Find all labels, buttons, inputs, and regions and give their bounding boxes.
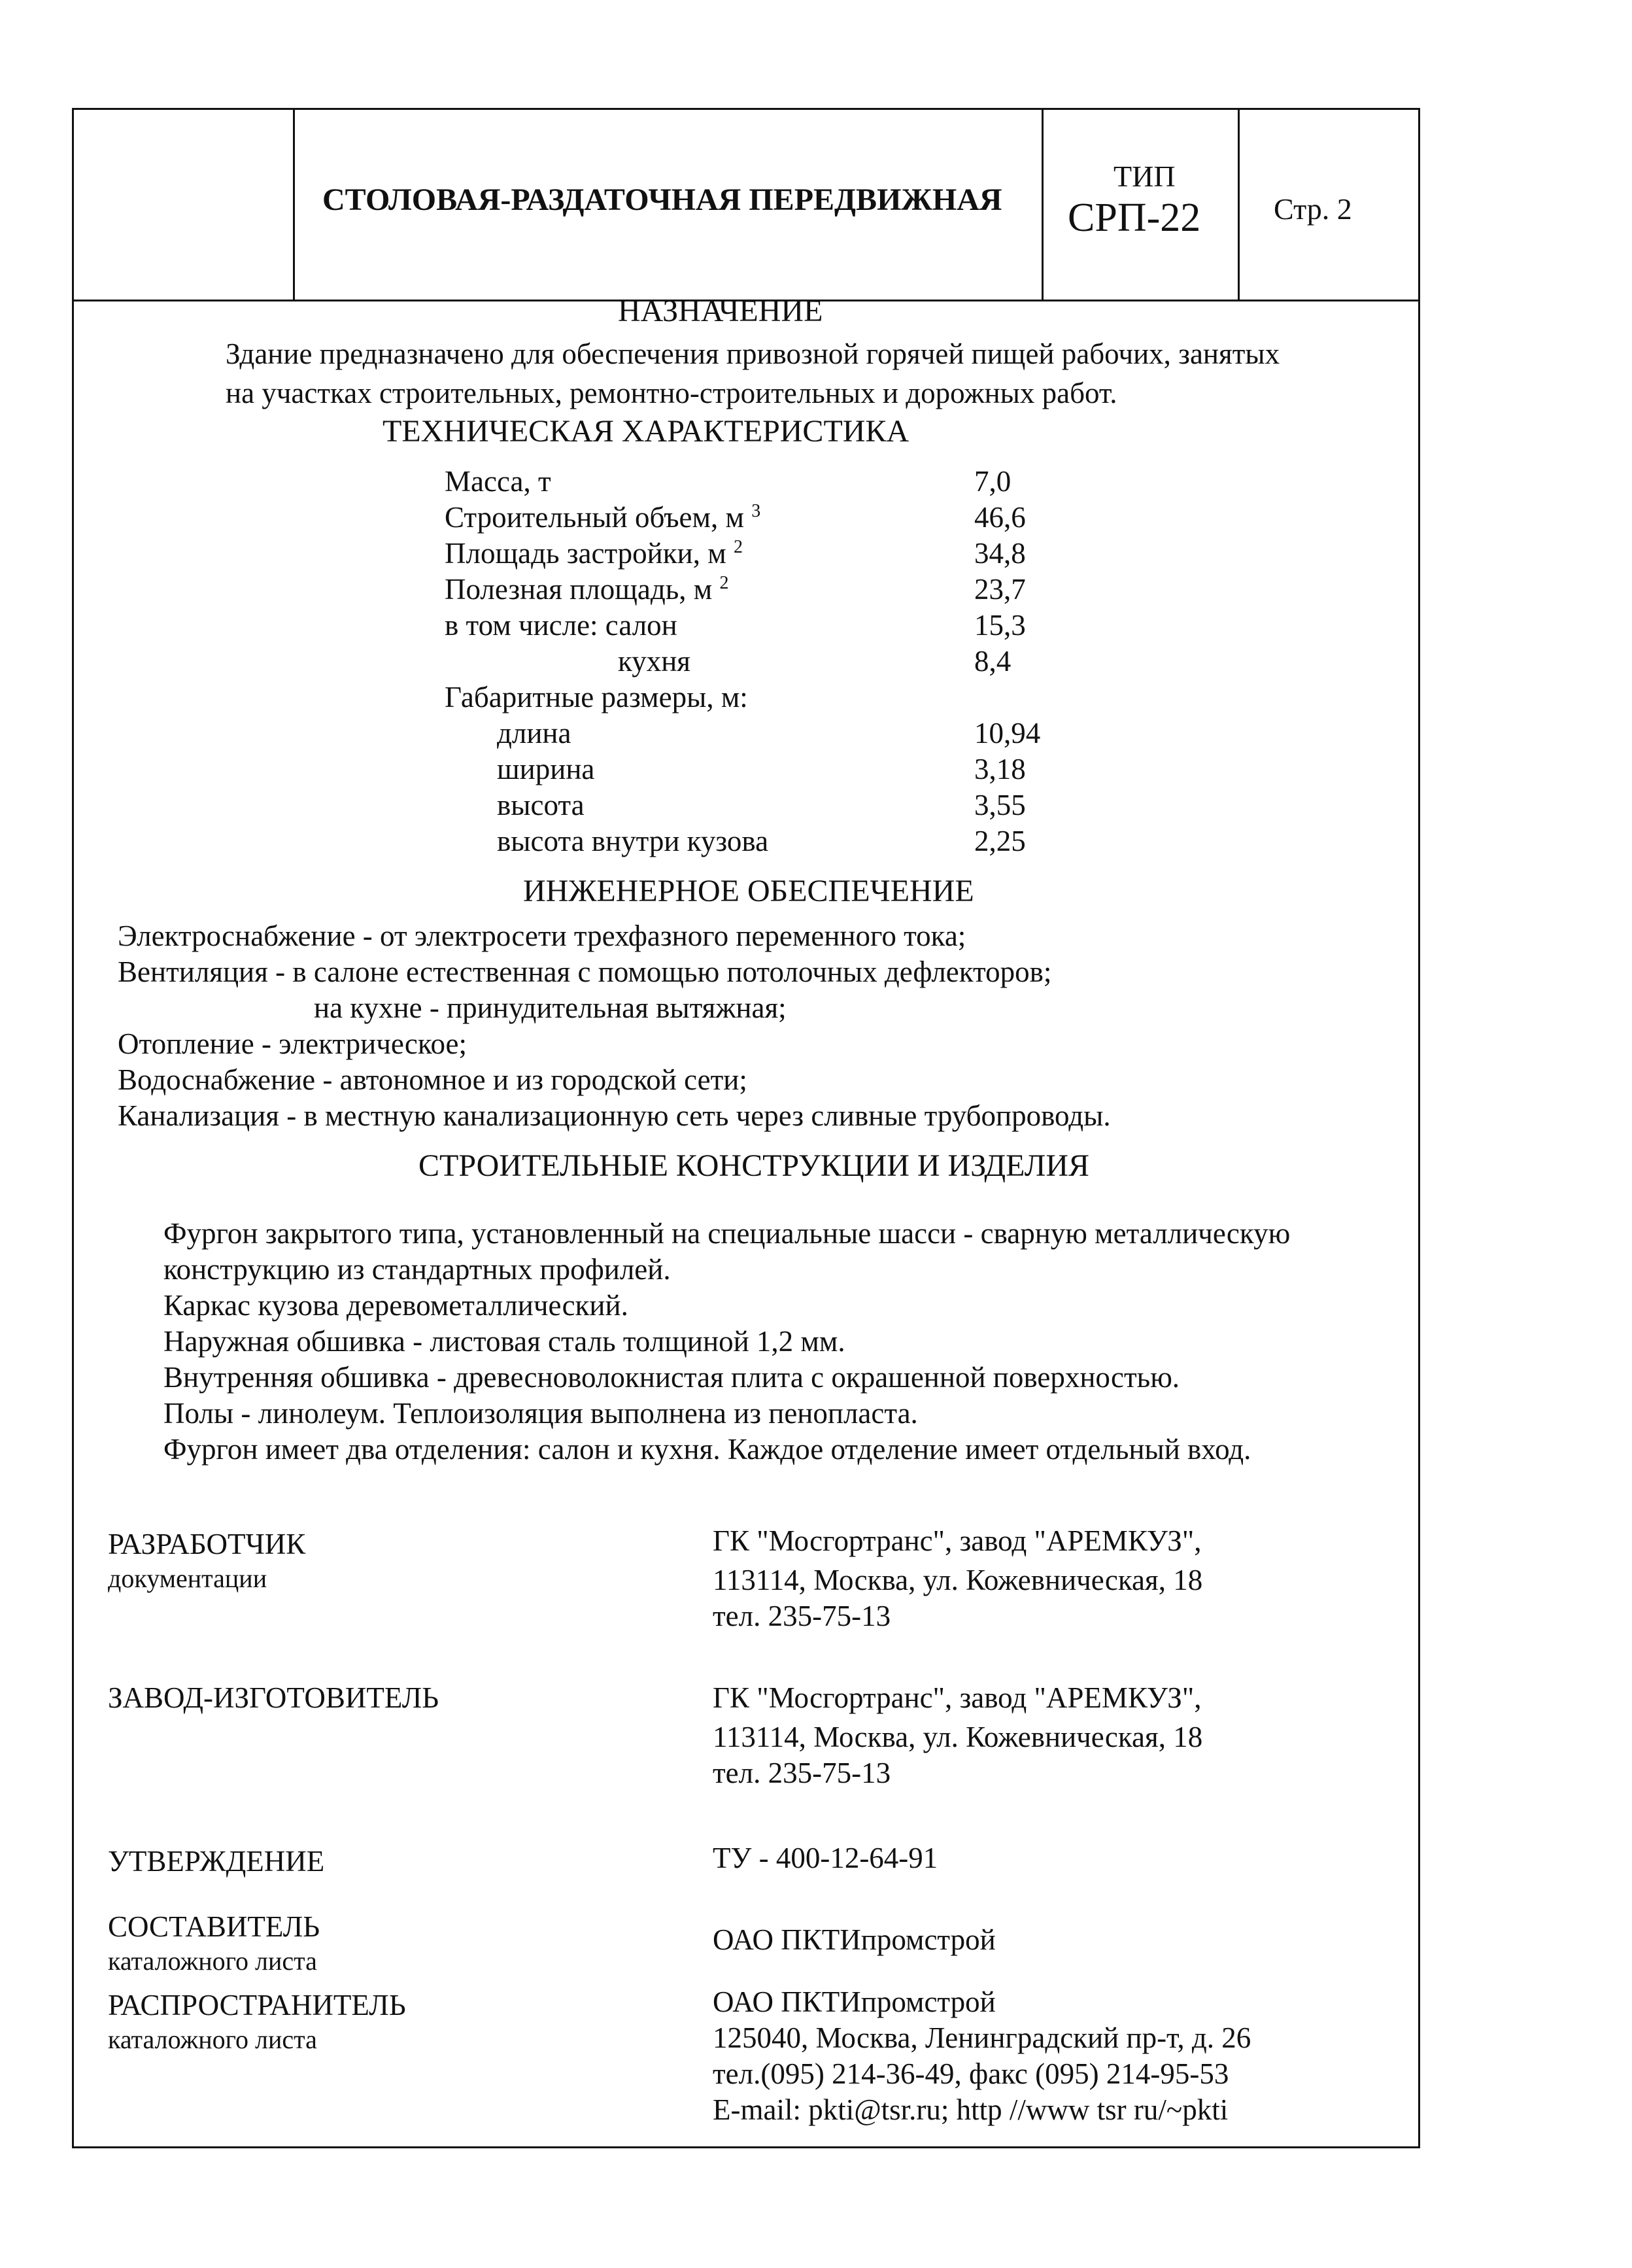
document-title: СТОЛОВАЯ-РАЗДАТОЧНАЯ ПЕРЕДВИЖНАЯ (322, 182, 1002, 217)
spec-label: ширина (497, 753, 595, 785)
constructions-line: Наружная обшивка - листовая сталь толщиной 1,2 мм. (163, 1325, 845, 1358)
spec-label: в том числе: салон (445, 609, 677, 642)
title-block (74, 110, 1418, 301)
engineering-line: Электроснабжение - от электросети трехфазного переменного тока; (118, 919, 966, 952)
manufacturer-label: ЗАВОД-ИЗГОТОВИТЕЛЬ (108, 1681, 439, 1714)
spec-label: Масса, т (445, 465, 551, 498)
spec-value: 2,25 (974, 825, 1026, 857)
spec-label: Габаритные размеры, м: (445, 681, 748, 713)
spec-label: высота (497, 789, 585, 821)
page-number: Стр. 2 (1274, 192, 1352, 226)
constructions-line: Фургон имеет два отделения: салон и кухня. Каждое отделение имеет отдельный вход. (163, 1433, 1251, 1466)
approval-value: ТУ - 400-12-64-91 (713, 1842, 938, 1874)
constructions-line: конструкцию из стандартных профилей. (163, 1253, 671, 1286)
compiler-value: ОАО ПКТИпромстрой (713, 1923, 996, 1956)
engineering-line: на кухне - принудительная вытяжная; (314, 991, 787, 1024)
manufacturer-line: ГК "Мосгортранс", завод "АРЕМКУЗ", (713, 1681, 1202, 1714)
purpose-heading: НАЗНАЧЕНИЕ (618, 294, 823, 328)
spec-value: 23,7 (974, 573, 1026, 606)
engineering-line: Водоснабжение - автономное и из городской сети; (118, 1063, 747, 1096)
distributor-line: E-mail: pkti@tsr.ru; http //www tsr ru/~pkti (713, 2093, 1229, 2126)
distributor-sublabel: каталожного листа (108, 2025, 317, 2054)
constructions-line: Каркас кузова деревометаллический. (163, 1289, 628, 1322)
spec-label: кухня (618, 645, 691, 678)
developer-sublabel: документации (108, 1564, 267, 1593)
developer-label: РАЗРАБОТЧИК (108, 1528, 306, 1560)
type-label: ТИП (1114, 160, 1176, 193)
header-divider (293, 110, 295, 300)
spec-value: 15,3 (974, 609, 1026, 642)
distributor-line: ОАО ПКТИпромстрой (713, 1985, 996, 2018)
approval-label: УТВЕРЖДЕНИЕ (108, 1845, 325, 1878)
header-divider (1238, 110, 1240, 300)
spec-label: Строительный объем, м $^3$ (445, 501, 761, 534)
type-code: СРП-22 (1068, 196, 1201, 240)
compiler-label: СОСТАВИТЕЛЬ (108, 1910, 320, 1943)
developer-line: ГК "Мосгортранс", завод "АРЕМКУЗ", (713, 1524, 1202, 1557)
constructions-line: Внутренняя обшивка - древесноволокнистая плита с окрашенной поверхностью. (163, 1361, 1180, 1394)
manufacturer-line: 113114, Москва, ул. Кожевническая, 18 (713, 1721, 1203, 1753)
purpose-text-line: Здание предназначено для обеспечения привозной горячей пищей рабочих, занятых (226, 337, 1280, 370)
engineering-heading: ИНЖЕНЕРНОЕ ОБЕСПЕЧЕНИЕ (523, 874, 974, 908)
constructions-line: Полы - линолеум. Теплоизоляция выполнена из пенопласта. (163, 1397, 918, 1430)
spec-label: Полезная площадь, м $^2$ (445, 573, 729, 606)
spec-value: 3,18 (974, 753, 1026, 785)
purpose-text-line: на участках строительных, ремонтно-строительных и дорожных работ. (226, 377, 1117, 409)
spec-label: Площадь застройки, м $^2$ (445, 537, 743, 570)
engineering-line: Вентиляция - в салоне естественная с помощью потолочных дефлекторов; (118, 955, 1052, 988)
developer-line: тел. 235-75-13 (713, 1600, 891, 1632)
engineering-line: Отопление - электрическое; (118, 1027, 468, 1060)
distributor-line: тел.(095) 214-36-49, факс (095) 214-95-53 (713, 2057, 1229, 2090)
spec-label: длина (497, 717, 571, 749)
constructions-line: Фургон закрытого типа, установленный на специальные шасси - сварную металлическую (163, 1217, 1291, 1250)
spec-value: 8,4 (974, 645, 1012, 678)
spec-value: 10,94 (974, 717, 1041, 749)
distributor-line: 125040, Москва, Ленинградский пр-т, д. 26 (713, 2021, 1251, 2054)
spec-value: 34,8 (974, 537, 1026, 570)
spec-value: 46,6 (974, 501, 1026, 534)
engineering-line: Канализация - в местную канализационную сеть через сливные трубопроводы. (118, 1099, 1111, 1132)
compiler-sublabel: каталожного листа (108, 1946, 317, 1976)
distributor-label: РАСПРОСТРАНИТЕЛЬ (108, 1989, 406, 2021)
manufacturer-line: тел. 235-75-13 (713, 1757, 891, 1789)
header-divider (1042, 110, 1044, 300)
constructions-heading: СТРОИТЕЛЬНЫЕ КОНСТРУКЦИИ И ИЗДЕЛИЯ (418, 1148, 1089, 1183)
tech-heading: ТЕХНИЧЕСКАЯ ХАРАКТЕРИСТИКА (382, 414, 910, 449)
spec-label: высота внутри кузова (497, 825, 769, 857)
developer-line: 113114, Москва, ул. Кожевническая, 18 (713, 1564, 1203, 1596)
spec-value: 7,0 (974, 465, 1012, 498)
spec-value: 3,55 (974, 789, 1026, 821)
